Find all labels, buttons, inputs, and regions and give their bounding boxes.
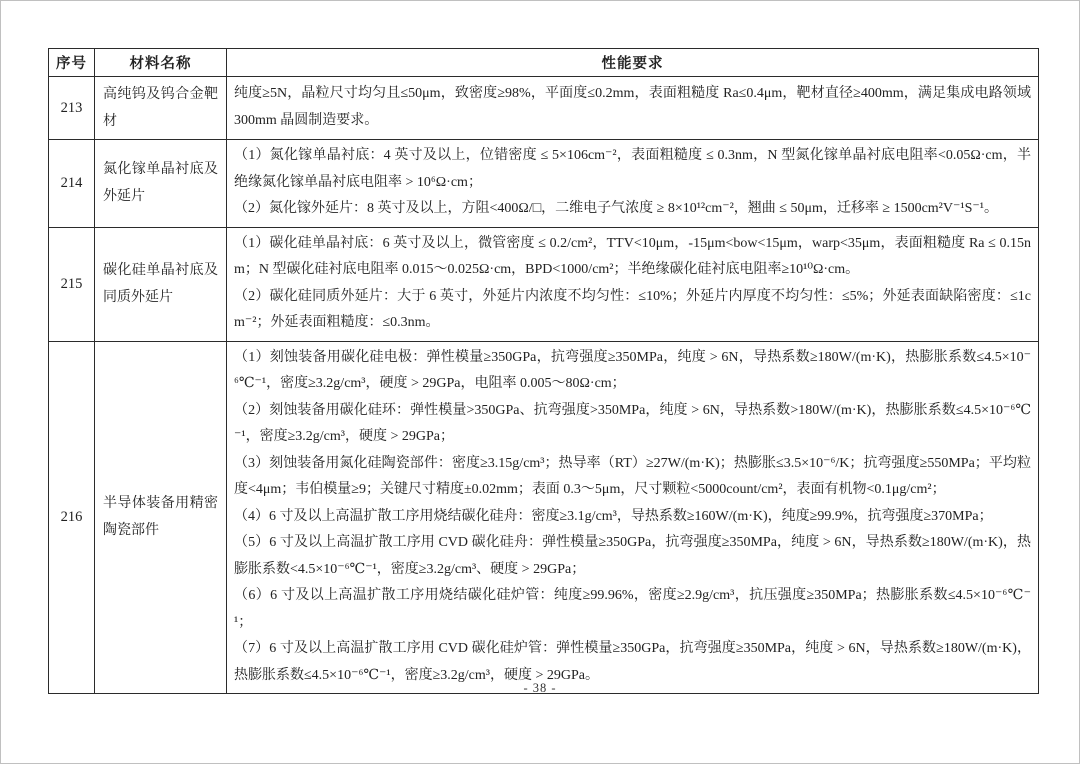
requirement-text: （5）6 寸及以上高温扩散工序用 CVD 碳化硅舟：弹性模量≥350GPa，抗弯强度≥350MPa，纯度 > 6N，导热系数≥180W/(m·K)，热膨胀系数<4.5×10⁻⁶℃⁻¹，密度≥3.2g/cm³、硬度 > 29GPa； <box>234 535 1031 577</box>
requirement-text: （7）6 寸及以上高温扩散工序用 CVD 碳化硅炉管：弹性模量≥350GPa，抗弯强度≥350MPa，纯度 > 6N，导热系数≥180W/(m·K)，热膨胀系数≤4.5×10⁻⁶℃⁻¹，密度≥3.2g/cm³，硬度 > 29GPa。 <box>234 641 1031 683</box>
serial-number: 213 <box>49 77 95 140</box>
material-name: 半导体装备用精密陶瓷部件 <box>95 341 227 694</box>
requirement-text: （2）碳化硅同质外延片：大于 6 英寸，外延片内浓度不均匀性：≤10%；外延片内厚度不均匀性：≤5%；外延表面缺陷密度：≤1cm⁻²；外延表面粗糙度：≤0.3nm。 <box>234 288 1031 330</box>
material-name: 高纯钨及钨合金靶材 <box>95 77 227 140</box>
serial-number: 216 <box>49 341 95 694</box>
requirement-text: （1）刻蚀装备用碳化硅电极：弹性模量≥350GPa，抗弯强度≥350MPa，纯度 > 6N，导热系数≥180W/(m·K)，热膨胀系数≤4.5×10⁻⁶℃⁻¹，密度≥3.2g/cm³，硬度 > 29GPa，电阻率 0.005～80Ω·cm； <box>234 349 1031 391</box>
requirements-cell <box>227 77 1039 140</box>
table-row-216 <box>49 341 1039 694</box>
material-name: 碳化硅单晶衬底及同质外延片 <box>95 227 227 341</box>
table-header-row <box>49 49 1039 77</box>
requirement-text: （2）刻蚀装备用碳化硅环：弹性模量>350GPa、抗弯强度>350MPa，纯度 > 6N，导热系数>180W/(m·K)，热膨胀系数≤4.5×10⁻⁶℃⁻¹，密度≥3.2g/cm³，硬度 > 29GPa； <box>234 402 1031 444</box>
requirement-text: （4）6 寸及以上高温扩散工序用烧结碳化硅舟：密度≥3.1g/cm³，导热系数≥160W/(m·K)，纯度≥99.9%，抗弯强度≥370MPa； <box>234 508 993 524</box>
requirement-text: （3）刻蚀装备用氮化硅陶瓷部件：密度≥3.15g/cm³；热导率（RT）≥27W/(m·K)；热膨胀≤3.5×10⁻⁶/K；抗弯强度≥550MPa；平均粒度<4μm；韦伯模量≥9；关键尺寸精度±0.02mm；表面 0.3～5μm，尺寸颗粒<5000count/cm²，表面有机物<0.1μg/cm²； <box>234 455 1031 497</box>
header-serial-number: 序号 <box>49 49 95 77</box>
requirements-cell <box>227 227 1039 341</box>
requirements-cell <box>227 140 1039 228</box>
table-row-215 <box>49 227 1039 341</box>
requirement-text: （6）6 寸及以上高温扩散工序用烧结碳化硅炉管：纯度≥99.96%，密度≥2.9g/cm³，抗压强度≥350MPa；热膨胀系数≤4.5×10⁻⁶℃⁻¹； <box>234 588 1031 630</box>
requirement-text: 纯度≥5N，晶粒尺寸均匀且≤50μm，致密度≥98%，平面度≤0.2mm，表面粗糙度 Ra≤0.4μm，靶材直径≥400mm，满足集成电路领域 300mm 晶圆制造要求。 <box>234 86 1031 128</box>
table-row-214 <box>49 140 1039 228</box>
page-number: - 38 - <box>523 681 557 695</box>
material-name: 氮化镓单晶衬底及外延片 <box>95 140 227 228</box>
header-performance-requirements: 性能要求 <box>227 49 1039 77</box>
serial-number: 214 <box>49 140 95 228</box>
requirement-text: （1）氮化镓单晶衬底：4 英寸及以上，位错密度 ≤ 5×106cm⁻²，表面粗糙度 ≤ 0.3nm，N 型氮化镓单晶衬底电阻率<0.05Ω·cm，半绝缘氮化镓单晶衬底电阻率 > 10⁶Ω·cm； <box>234 148 1031 190</box>
materials-table <box>48 48 1039 694</box>
header-material-name: 材料名称 <box>95 49 227 77</box>
table-row-213 <box>49 77 1039 140</box>
requirement-text: （2）氮化镓外延片：8 英寸及以上，方阻<400Ω/□，二维电子气浓度 ≥ 8×10¹²cm⁻²，翘曲 ≤ 50μm，迁移率 ≥ 1500cm²V⁻¹S⁻¹。 <box>234 201 998 216</box>
requirements-cell <box>227 341 1039 694</box>
serial-number: 215 <box>49 227 95 341</box>
requirement-text: （1）碳化硅单晶衬底：6 英寸及以上，微管密度 ≤ 0.2/cm²，TTV<10μm，-15μm<bow<15μm，warp<35μm，表面粗糙度 Ra ≤ 0.15nm；N 型碳化硅衬底电阻率 0.015～0.025Ω·cm，BPD<1000/cm²；半绝缘碳化硅衬底电阻率≥10¹⁰Ω·cm。 <box>234 235 1031 277</box>
